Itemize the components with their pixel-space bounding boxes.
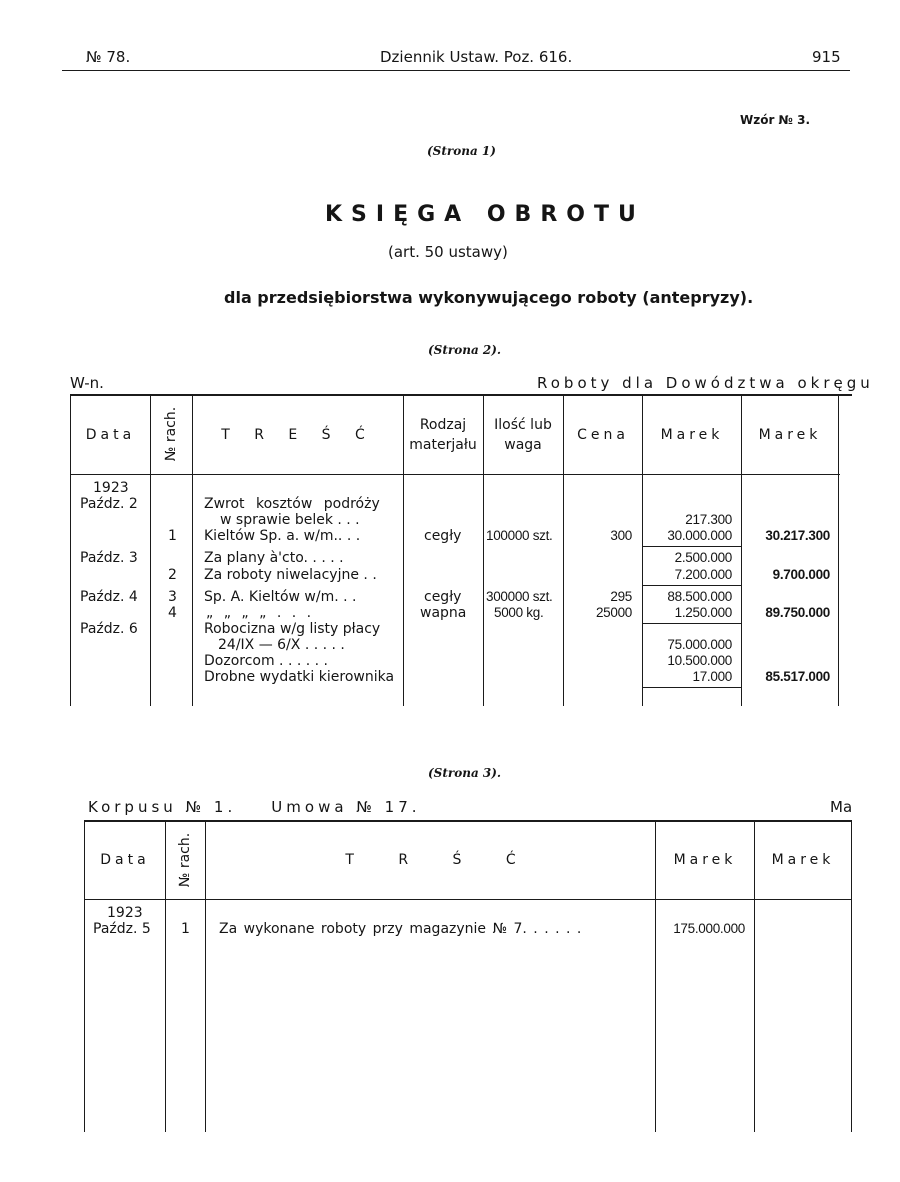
t1-tresc-line: 24/IX — 6/X . . . . . <box>218 637 345 653</box>
t1-marek1: 10.500.000 <box>667 653 732 668</box>
t1-rodzaj: cegły <box>424 589 462 605</box>
t1-tresc-line: Dozorcom . . . . . . <box>204 653 329 669</box>
t1-marek2: 85.517.000 <box>765 669 830 684</box>
t1-marek1: 7.200.000 <box>674 567 732 582</box>
t1-header-cena: Cena <box>577 426 629 443</box>
t1-header-marek1: Marek <box>660 426 724 443</box>
t1-date: Paźdz. 2 <box>80 496 138 512</box>
t1-marek1: 2.500.000 <box>674 550 732 565</box>
t1-rodzaj: cegły <box>424 528 462 544</box>
t1-ilosc: 5000 kg. <box>494 605 544 620</box>
article-reference: (art. 50 ustawy) <box>388 243 508 261</box>
t1-header-rodzaj: Rodzaj materjału <box>409 416 477 453</box>
t1-marek2: 9.700.000 <box>772 567 830 582</box>
table1-right-label: Roboty dla Dowództwa okręgu <box>537 374 874 392</box>
t1-marek2: 30.217.300 <box>765 528 830 543</box>
t1-marek1: 75.000.000 <box>667 637 732 652</box>
t1-rodzaj: wapna <box>420 605 467 621</box>
t2-header-data: Data <box>100 852 150 869</box>
t1-tresc-line: Sp. A. Kieltów w/m. . . <box>204 589 357 605</box>
t2-marek1: 175.000.000 <box>673 921 745 936</box>
t1-cena: 300 <box>610 528 632 543</box>
t1-tresc-line: Za plany à'cto. . . . . <box>204 550 344 566</box>
t1-cena: 25000 <box>595 605 632 620</box>
issue-number: № 78. <box>86 48 131 66</box>
t1-cena: 295 <box>610 589 632 604</box>
t1-tresc-line: w sprawie belek . . . <box>220 512 360 528</box>
t1-marek2: 89.750.000 <box>765 605 830 620</box>
t1-ilosc: 300000 szt. <box>486 589 553 604</box>
t1-date: Paźdz. 6 <box>80 621 138 637</box>
t2-header-marek1: Marek <box>673 852 737 869</box>
table2-left-label: Korpusu № 1. Umowa № 17. <box>88 798 421 816</box>
t1-marek1: 88.500.000 <box>667 589 732 604</box>
t1-marek1: 217.300 <box>685 512 732 527</box>
t2-date-year: 1923 <box>107 905 143 921</box>
t2-tresc: Za wykonane roboty przy magazynie № 7. . . . . . <box>219 921 582 937</box>
t1-tresc-line: Drobne wydatki kierownika <box>204 669 395 685</box>
t1-tresc-line: Za roboty niwelacyjne . . <box>204 567 377 583</box>
t2-date: Paźdz. 5 <box>93 921 151 937</box>
t1-nr: 2 <box>168 567 177 583</box>
t1-marek1: 17.000 <box>692 669 732 684</box>
t1-tresc-line: Robocizna w/g listy płacy <box>204 621 381 637</box>
t1-nr: 1 <box>168 528 177 544</box>
table2-right-label: Ma <box>830 798 853 816</box>
t1-nr: 4 <box>168 605 177 621</box>
t1-marek1: 30.000.000 <box>667 528 732 543</box>
t1-marek1: 1.250.000 <box>674 605 732 620</box>
strona-2-label: (Strona 2). <box>428 343 502 357</box>
strona-1-label: (Strona 1) <box>427 144 496 158</box>
header-rule <box>62 70 850 71</box>
t1-date: Paźdz. 3 <box>80 550 138 566</box>
t1-date: Paźdz. 4 <box>80 589 138 605</box>
document-title: KSIĘGA OBROTU <box>325 202 645 227</box>
t1-tresc-line: „ „ „ „ . . . <box>206 605 312 621</box>
t1-ilosc: 100000 szt. <box>486 528 553 543</box>
form-label: Wzór № 3. <box>740 113 811 127</box>
table1-left-label: W-n. <box>70 374 104 392</box>
t2-header-marek2: Marek <box>771 852 835 869</box>
t2-header-tresc: T R Ś Ć <box>345 852 516 869</box>
journal-title: Dziennik Ustaw. Poz. 616. <box>380 48 573 66</box>
strona-3-label: (Strona 3). <box>428 766 502 780</box>
t2-header-nr: № rach. <box>177 832 193 888</box>
t2-nr: 1 <box>181 921 190 937</box>
t1-nr: 3 <box>168 589 177 605</box>
t1-header-ilosc: Ilość lub waga <box>494 416 552 453</box>
t1-header-data: Data <box>85 426 136 443</box>
t1-tresc-line: Zwrot kosztów podróży <box>204 496 380 512</box>
t1-header-nr: № rach. <box>163 406 179 462</box>
page-number: 915 <box>812 48 841 66</box>
t1-date-year: 1923 <box>93 480 129 496</box>
t1-header-tresc: T R E Ś Ć <box>221 426 375 443</box>
t1-header-marek2: Marek <box>758 426 822 443</box>
document-subtitle: dla przedsiębiorstwa wykonywującego roboty (antepryzy). <box>224 288 754 307</box>
t1-tresc-line: Kieltów Sp. a. w/m.. . . <box>204 528 361 544</box>
